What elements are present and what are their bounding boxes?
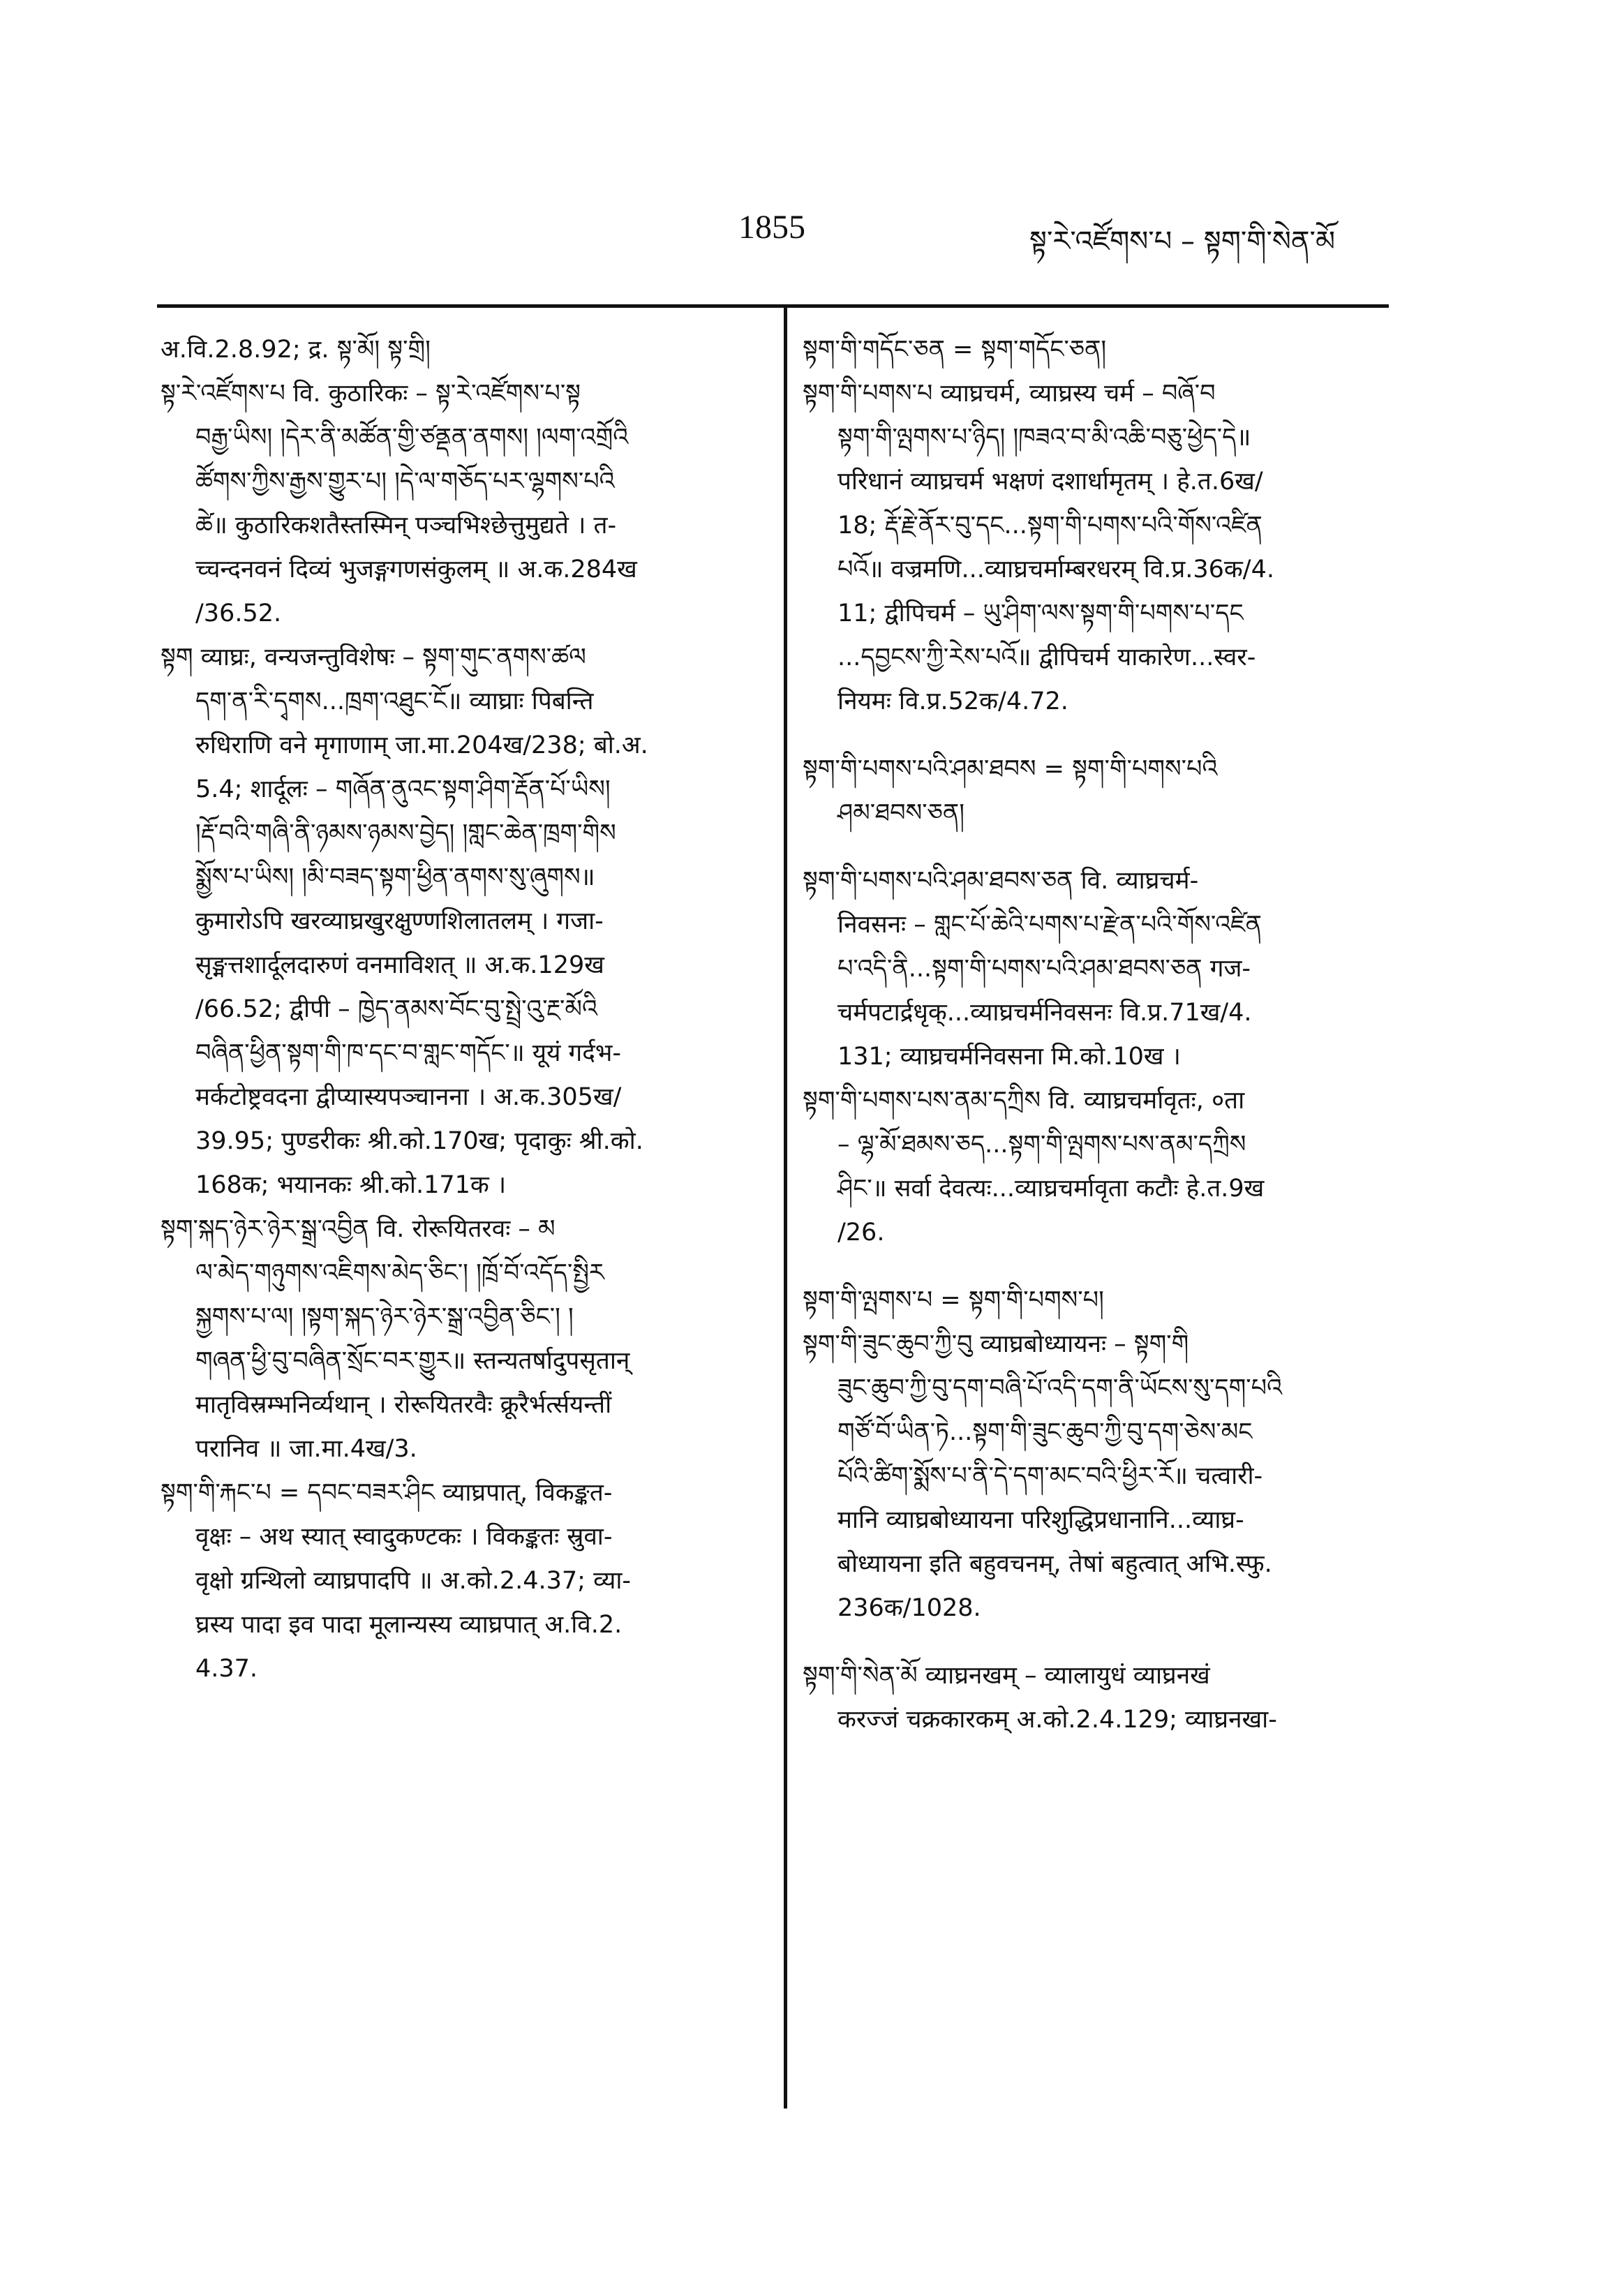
- text-line: ཤིང་॥ सर्वा देवत्यः...व्याघ्रचर्मावृता कटौः हे.त.9ख: [837, 1175, 1265, 1203]
- text-line: 5.4; शार्दूलः – གཞོན་ནུའང་སྟག་ཤིག་རྡོན་པོ་ཡིས།: [195, 775, 611, 803]
- text-line: /26.: [837, 1219, 885, 1247]
- text-line: སྐྱགས་པ་ལ། །སྟག་སྐད་ཉེར་ཉེར་སྒྲ་འབྱིན་ཅིང་། །: [195, 1303, 574, 1331]
- text-line: སྟག་གི་པགས་པས་ནམ་དཀྲིས वि. व्याघ्रचर्मावृतः, ०ता: [803, 1087, 1245, 1115]
- text-line: སྟག་གི་ལྤགས་པ་ཉིད། །ཁཟའ་བ་མི་འཆི་བཅུ་ཕྱེད་དེ॥: [837, 424, 1251, 452]
- text-line: सृङ्मत्तशार्दूलदारुणं वनमाविशत् ॥ अ.क.129ख: [195, 951, 604, 979]
- text-line: /36.52.: [195, 600, 282, 627]
- text-line: 11; द्वीपिचर्म – ཡུ་ཤིག་ལས་སྟག་གི་པགས་པ་དང: [837, 600, 1244, 627]
- text-line: 131; व्याघ्रचर्मनिवसना मि.को.10ख ।: [837, 1043, 1181, 1071]
- text-line: པའོ॥ वज्रमणि...व्याघ्रचर्माम्बरधरम् वि.प्र.36क/4.: [837, 556, 1274, 583]
- text-line: मानि व्याघ्रबोध्यायना परिशुद्धिप्रधानानि...व्याघ्र-: [837, 1506, 1244, 1534]
- text-line: मातृविस्रम्भनिर्व्यथान् । रोरूयितरवैः क्रूरैर्भर्त्सयन्तीं: [195, 1391, 612, 1419]
- text-line: – ལྷ་མོ་ཐམས་ཅད...སྟག་གི་ལྤགས་པས་ནམ་དཀྲིས: [837, 1131, 1246, 1159]
- entry-spacer: [803, 835, 1385, 859]
- text-line: སྟ་རེ་འཛོགས་པ वि. कुठारिकः – སྟ་རེ་འཛོགས་པ་སྟ: [161, 380, 581, 408]
- text-line: སྟག་གི་པགས་པ व्याघ्रचर्म, व्याघ्रस्य चर्म – བཞོ་བ: [803, 380, 1216, 408]
- text-line: वृक्षो ग्रन्थिलो व्याघ्रपादपि ॥ अ.को.2.4.37; व्या-: [195, 1567, 632, 1595]
- text-line: ཟུང་ཆུབ་ཀྱི་བུ་དག་བཞི་པོ་འདི་དག་ནི་ཡོངས་སུ་དག་པའི: [837, 1374, 1283, 1402]
- text-line: སྟག་གི་རྐང་པ = དབང་བཟར་ཤིང व्याघ्रपात्, विकङ्कत-: [161, 1479, 613, 1507]
- text-line: །རྡོ་བའི་གཞི་ནི་ཉམས་ཉམས་བྱེད། །གླང་ཆེན་ཁྲག་གིས: [195, 819, 616, 847]
- text-line: སྟག་གི་པགས་པའི་ཤམ་ཐབས་ཅན वि. व्याघ्रचर्म-: [803, 867, 1199, 895]
- text-line: སྟག་གི་སེན་མོ व्याघ्रनखम् – व्यालायुधं व्याघ्रनखं: [803, 1662, 1210, 1690]
- text-line: कुमारोऽपि खरव्याघ्रखुरक्षुण्णशिलातलम् । गजा-: [195, 907, 604, 935]
- text-line: ...དབྱངས་ཀྱི་རེས་པའོ॥ द्वीपिचर्म याकारेण...स्वर-: [837, 644, 1256, 671]
- text-line: निवसनः – གླང་པོ་ཆེའི་པགས་པ་རྫེན་པའི་གོས་འཛིན: [837, 911, 1262, 939]
- text-line: 4.37.: [195, 1655, 258, 1683]
- text-line: च्चन्दनवनं दिव्यं भुजङ्गगणसंकुलम् ॥ अ.क.284ख: [195, 556, 637, 583]
- text-line: 18; རྡོ་རྗེ་ནོར་བུ་དང...སྟག་གི་པགས་པའི་གོས་འཛིན: [837, 512, 1262, 540]
- text-line: གཙོ་བོ་ཡིན་ཏེ...སྟག་གི་ཟུང་ཆུབ་ཀྱི་བུ་དག་ཅེས་མང: [837, 1418, 1253, 1446]
- text-line: སྟག་གི་པགས་པའི་ཤམ་ཐབས = སྟག་གི་པགས་པའི: [803, 755, 1218, 783]
- text-line: སྟག་གི་ལྤགས་པ = སྟག་གི་པགས་པ།: [803, 1286, 1104, 1314]
- entry-spacer: [803, 1255, 1385, 1279]
- header-rule: [157, 304, 1389, 308]
- text-line: ཤམ་ཐབས་ཅན།: [837, 799, 964, 827]
- text-line: ལ་མེད་གཉུགས་འཇིགས་མེད་ཅིང་། །ཁྲོ་བོ་འདོད་སྤྱིར: [195, 1259, 604, 1287]
- text-line: परिधानं व्याघ्रचर्म भक्षणं दशार्धामृतम् । हे.त.6ख/: [837, 468, 1263, 496]
- right-column: [803, 328, 1385, 1742]
- text-line: परानिव ॥ जा.मा.4ख/3.: [195, 1435, 417, 1463]
- text-line: बोध्यायना इति बहुवचनम्, तेषां बहुत्वात् अभि.स्फु.: [837, 1550, 1272, 1578]
- text-line: रुधिराणि वने मृगाणाम् जा.मा.204ख/238; बो.अ.: [195, 731, 648, 759]
- text-line: नियमः वि.प्र.52क/4.72.: [837, 687, 1068, 715]
- text-line: चर्मपटार्द्रधृक्...व्याघ्रचर्मनिवसनः वि.प्र.71ख/4.: [837, 999, 1252, 1027]
- text-line: པ་འདི་ནི...སྟག་གི་པགས་པའི་ཤམ་ཐབས་ཅན गज-: [837, 955, 1251, 983]
- text-line: वृक्षः – अथ स्यात् स्वादुकण्टकः । विकङ्कतः स्रुवा-: [195, 1523, 613, 1551]
- column-divider: [784, 308, 787, 2109]
- text-line: घ्रस्य पादा इव पादा मूलान्यस्य व्याघ्रपात् अ.वि.2.: [195, 1611, 623, 1639]
- text-line: ཚོགས་ཀྱིས་རྒྱས་གྱུར་པ། །དེ་ལ་གཅོད་པར་ལྷགས་པའི: [195, 468, 615, 496]
- left-column: [161, 328, 761, 1691]
- text-line: ཚེ॥ कुठारिकशतैस्तस्मिन् पञ्चभिश्छेत्तुमुद्यते । त-: [195, 512, 617, 540]
- entry-spacer: [803, 724, 1385, 748]
- text-line: अ.वि.2.8.92; द्र. སྟ་མོ། སྟ་གྲི།: [161, 336, 431, 364]
- text-line: སྟག་གི་གདོང་ཅན = སྟག་གདོང་ཅན།: [803, 336, 1107, 364]
- text-line: 39.95; पुण्डरीकः श्री.को.170ख; पृदाकुः श्री.को.: [195, 1127, 643, 1155]
- text-line: मर्कटोष्ट्रवदना द्वीप्यास्यपञ्चानना । अ.क.305ख/: [195, 1083, 622, 1111]
- text-line: པོའི་ཚིག་སྨོས་པ་ནི་དེ་དག་མང་བའི་ཕྱིར་རོ॥ चत्वारी-: [837, 1462, 1263, 1490]
- text-line: སྟག་གི་ཟུང་ཆུབ་ཀྱི་བུ व्याघ्रबोध्यायनः – སྟག་གི: [803, 1330, 1189, 1358]
- text-line: དག་ན་རི་དྭགས...ཁྲག་འཐུང་ངོ॥ व्याघ्राः पिबन्ति: [195, 687, 594, 715]
- text-line: སྟག व्याघ्रः, वन्यजन्तुविशेषः – སྟག་གུང་ནགས་ཚལ: [161, 644, 586, 671]
- entry-spacer: [803, 1630, 1385, 1654]
- text-line: བཞིན་ཕྱིན་སྟག་གི་ཁ་དང་བ་གླང་གདོང་॥ यूयं गर्दभ-: [195, 1039, 622, 1067]
- text-line: བརྒྱ་ཡིས། །དེར་ནི་མཚོན་གྱི་ཙནྡན་ནགས། །ལག་འགྲོའི: [195, 424, 629, 452]
- text-line: གཞན་ཕྱི་བུ་བཞིན་སྲོང་བར་གྱུར॥ स्तन्यतर्षादुपसृतान्: [195, 1347, 630, 1375]
- text-line: करज्जं चक्रकारकम् अ.को.2.4.129; व्याघ्रनखा-: [837, 1706, 1277, 1734]
- text-line: སྨྱོས་པ་ཡིས། །མི་བཟད་སྟག་ཕྱིན་ནགས་སུ་ཞུགས॥: [195, 863, 595, 891]
- text-line: /66.52; द्वीपी – ཁྱེད་ནམས་བོང་བུ་སྤྲེ་འུ་རྔ་མོའི: [195, 995, 598, 1023]
- running-head: སྟ་རེ་འཛོགས་པ – སྟག་གི་སེན་མོ: [1029, 225, 1336, 258]
- page-number: 1855: [738, 209, 805, 246]
- text-line: 168क; भयानकः श्री.को.171क ।: [195, 1171, 507, 1199]
- text-line: 236क/1028.: [837, 1594, 981, 1622]
- text-line: སྟག་སྐད་ཉེར་ཉེར་སྒྲ་འབྱིན वि. रोरूयितरवः – མ: [161, 1215, 556, 1243]
